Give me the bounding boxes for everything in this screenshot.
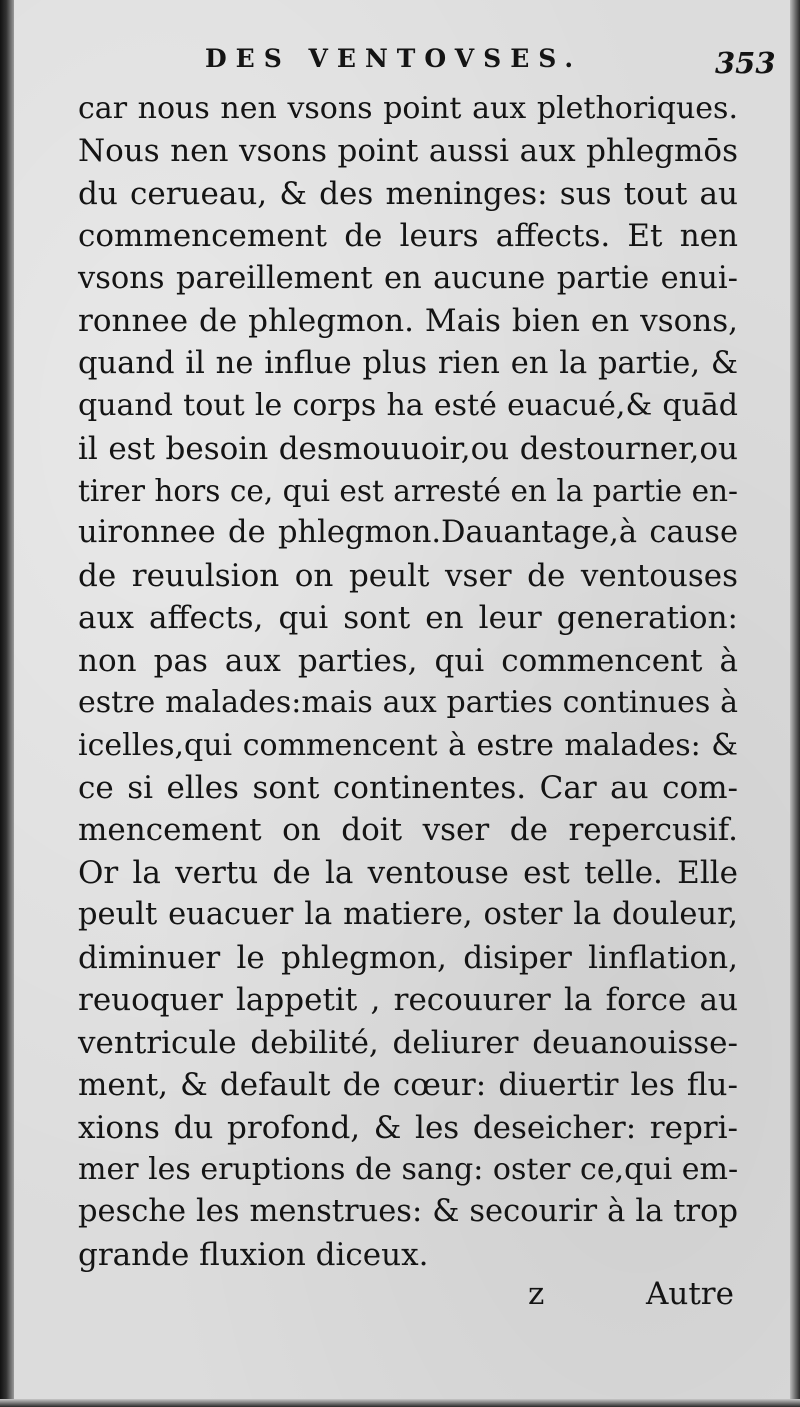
text-line: car nous nen vsons point aux plethoriques. bbox=[78, 91, 738, 126]
text-line: peult euacuer la matiere, oster la douleur, bbox=[78, 897, 738, 933]
text-line: ronnee de phlegmon. Mais bien en vsons, bbox=[78, 303, 738, 340]
text-line: ment, & default de cœur: diuertir les flu- bbox=[78, 1067, 738, 1104]
text-line: xions du profond, & les deseicher: repri- bbox=[78, 1109, 738, 1146]
text-line: pesche les menstrues: & secourir à la trop bbox=[78, 1194, 738, 1230]
page-edge-bottom bbox=[0, 1399, 800, 1407]
text-line: ventricule debilité, deliurer deuanouisse- bbox=[78, 1024, 738, 1061]
text-line: icelles,qui commencent à estre malades: & bbox=[78, 727, 738, 763]
text-line: reuoquer lappetit , recouurer la force au bbox=[78, 982, 738, 1019]
text-line: de reuulsion on peult vser de ventouses bbox=[78, 557, 738, 594]
text-line: il est besoin desmouuoir,ou destourner,ou bbox=[78, 430, 738, 467]
catchword: Autre bbox=[646, 1276, 734, 1312]
text-line: aux affects, qui sont en leur generation: bbox=[78, 600, 738, 637]
text-line: tirer hors ce, qui est arresté en la partie en- bbox=[78, 473, 738, 508]
text-line: estre malades:mais aux parties continues à bbox=[78, 685, 738, 721]
text-line: mencement on doit vser de repercusif. bbox=[78, 812, 738, 849]
text-line: vsons pareillement en aucune partie enui- bbox=[78, 260, 738, 296]
text-line: ce si elles sont continentes. Car au com- bbox=[78, 770, 738, 806]
text-line: du cerueau, & des meninges: sus tout au bbox=[78, 175, 738, 212]
page-edge-right bbox=[790, 0, 800, 1407]
running-head bbox=[0, 44, 800, 84]
text-line: non pas aux parties, qui commencent à bbox=[78, 642, 738, 679]
text-line: uironnee de phlegmon.Dauantage,à cause bbox=[78, 515, 738, 551]
signature-mark: z bbox=[528, 1276, 545, 1312]
binding-gutter bbox=[0, 0, 14, 1407]
page-footer bbox=[0, 1276, 800, 1316]
text-line: quand il ne influe plus rien en la partie, & bbox=[78, 345, 738, 381]
text-line: quand tout le corps ha esté euacué,& quād bbox=[78, 388, 738, 424]
body-text bbox=[78, 88, 738, 1276]
text-line: mer les eruptions de sang: oster ce,qui em- bbox=[78, 1151, 739, 1187]
running-head-title: DES VENTOVSES. bbox=[205, 44, 583, 73]
text-line: Or la vertu de la ventouse est telle. Elle bbox=[78, 854, 738, 891]
text-line: commencement de leurs affects. Et nen bbox=[78, 218, 738, 255]
page-number: 353 bbox=[715, 46, 776, 80]
text-line: grande fluxion diceux. bbox=[78, 1236, 429, 1273]
text-line: Nous nen vsons point aussi aux phlegmōs bbox=[78, 133, 738, 170]
text-line: diminuer le phlegmon, disiper linflation, bbox=[78, 939, 738, 976]
